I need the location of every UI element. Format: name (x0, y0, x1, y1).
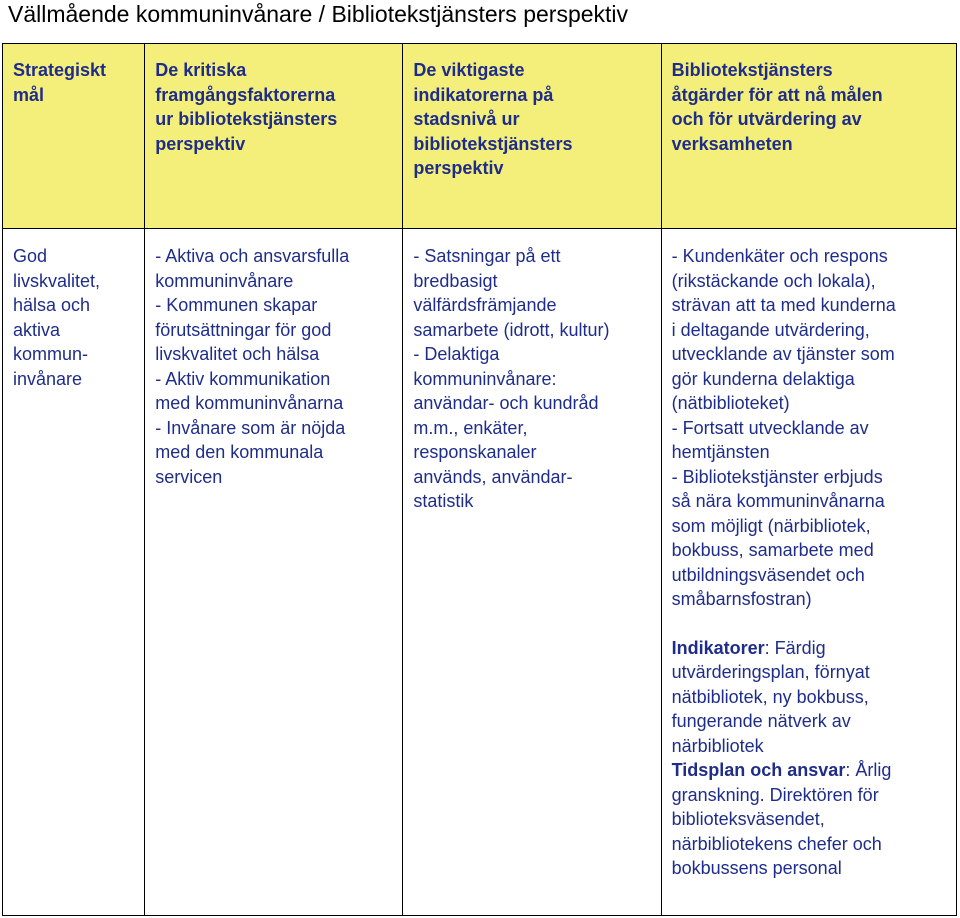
cell-text: närbibliotek (671, 735, 764, 756)
indicators-line (672, 636, 948, 661)
header-text: De kritiska (155, 60, 247, 80)
cell-text: kommuninvånare: (413, 368, 557, 389)
cell-text: i deltagande utvärdering, (671, 319, 870, 340)
cell-text: småbarnsfostran) (671, 589, 812, 609)
cell-text: - Aktiva och ansvarsfulla (155, 246, 350, 266)
schedule-line (672, 758, 948, 783)
cell-text: God (13, 246, 48, 266)
cell-text: - Aktiv kommunikation (155, 368, 331, 389)
header-text: bibliotekstjänsters (413, 133, 573, 154)
header-text: framgångsfaktorerna (155, 84, 336, 105)
cell-text: så nära kommuninvånarna (671, 491, 885, 511)
cell-text: som möjligt (närbibliotek, (671, 515, 871, 536)
cell-text: - Bibliotekstjänster erbjuds (671, 466, 883, 487)
cell-text: kommun- (13, 344, 89, 364)
cell-text: : Årlig (845, 760, 892, 780)
cell-text: - Invånare som är nöjda (155, 417, 346, 438)
cell-text: välfärdsfrämjande (413, 295, 557, 315)
cell-text: bokbuss, samarbete med (671, 540, 874, 560)
schedule-label: Tidsplan och ansvar (671, 760, 846, 780)
cell-text: - Delaktiga (413, 344, 500, 364)
header-text: åtgärder för att nå målen (671, 84, 883, 105)
header-text: stadsnivå ur (413, 109, 520, 129)
cell-text: responskanaler (413, 442, 537, 462)
header-indicators (403, 44, 661, 229)
cell-text: fungerande nätverk av (671, 711, 851, 731)
cell-text: utvärderingsplan, förnyat (671, 662, 870, 682)
cell-indicators (403, 229, 661, 916)
header-success-factors (145, 44, 403, 229)
page-title: Vällmående kommuninvånare / Bibliotekstjänsters perspektiv (8, 1, 629, 27)
cell-text: utbildningsväsendet och (671, 564, 865, 585)
cell-text: - Fortsatt utvecklande av (671, 417, 869, 438)
cell-text: användar- och kundråd (413, 393, 599, 413)
header-text: Strategiskt (13, 60, 107, 80)
cell-text: utvecklande av tjänster som (671, 344, 895, 364)
content-row (3, 229, 957, 916)
cell-text: - Kommunen skapar (155, 295, 318, 315)
cell-text: strävan att ta med kunderna (671, 295, 896, 315)
cell-text: livskvalitet och hälsa (155, 344, 320, 364)
cell-text: närbibliotekens chefer och (671, 833, 882, 854)
cell-actions (661, 229, 956, 916)
cell-text: m.m., enkäter, (413, 417, 528, 438)
cell-text: biblioteksväsendet, (671, 809, 825, 829)
cell-text: hälsa och (13, 295, 91, 315)
cell-text: livskvalitet, (13, 270, 101, 291)
cell-text: granskning. Direktören för (671, 784, 879, 805)
header-actions (661, 44, 956, 229)
header-text: Bibliotekstjänsters (671, 60, 833, 80)
header-text: mål (13, 84, 45, 105)
header-text: och för utvärdering av (671, 109, 862, 129)
cell-text: med den kommunala (155, 442, 324, 462)
strategy-table (2, 43, 957, 916)
paragraph-gap (672, 612, 948, 636)
header-text: De viktigaste (413, 60, 525, 80)
cell-text: förutsättningar för god (155, 319, 332, 340)
cell-text: (nätbiblioteket) (671, 393, 790, 413)
cell-text: bokbussens personal (671, 858, 842, 878)
cell-strategic-goal (3, 229, 145, 916)
cell-text: - Satsningar på ett (413, 246, 561, 266)
header-text: perspektiv (155, 133, 246, 154)
header-row (3, 44, 957, 229)
cell-text: med kommuninvånarna (155, 393, 344, 413)
header-text: ur bibliotekstjänsters (155, 109, 338, 129)
cell-text: servicen (155, 466, 223, 487)
cell-text: statistik (413, 491, 474, 511)
cell-text: : Färdig (764, 637, 826, 658)
cell-text: bredbasigt (413, 270, 498, 291)
header-text: perspektiv (413, 158, 504, 178)
cell-text: invånare (13, 368, 83, 389)
cell-text: (rikstäckande och lokala), (671, 270, 876, 291)
cell-text: - Kundenkäter och respons (671, 246, 888, 266)
cell-text: hemtjänsten (671, 442, 770, 462)
cell-text: nätbibliotek, ny bokbuss, (671, 686, 869, 707)
header-strategic-goal (3, 44, 145, 229)
header-text: verksamheten (671, 133, 793, 154)
cell-text: gör kunderna delaktiga (671, 368, 855, 389)
cell-text: samarbete (idrott, kultur) (413, 319, 610, 340)
cell-text: aktiva (13, 319, 61, 340)
header-text: indikatorerna på (413, 84, 554, 105)
cell-success-factors (145, 229, 403, 916)
cell-text: kommuninvånare (155, 270, 294, 291)
cell-text: används, användar- (413, 466, 573, 487)
indicators-label: Indikatorer (671, 637, 765, 658)
